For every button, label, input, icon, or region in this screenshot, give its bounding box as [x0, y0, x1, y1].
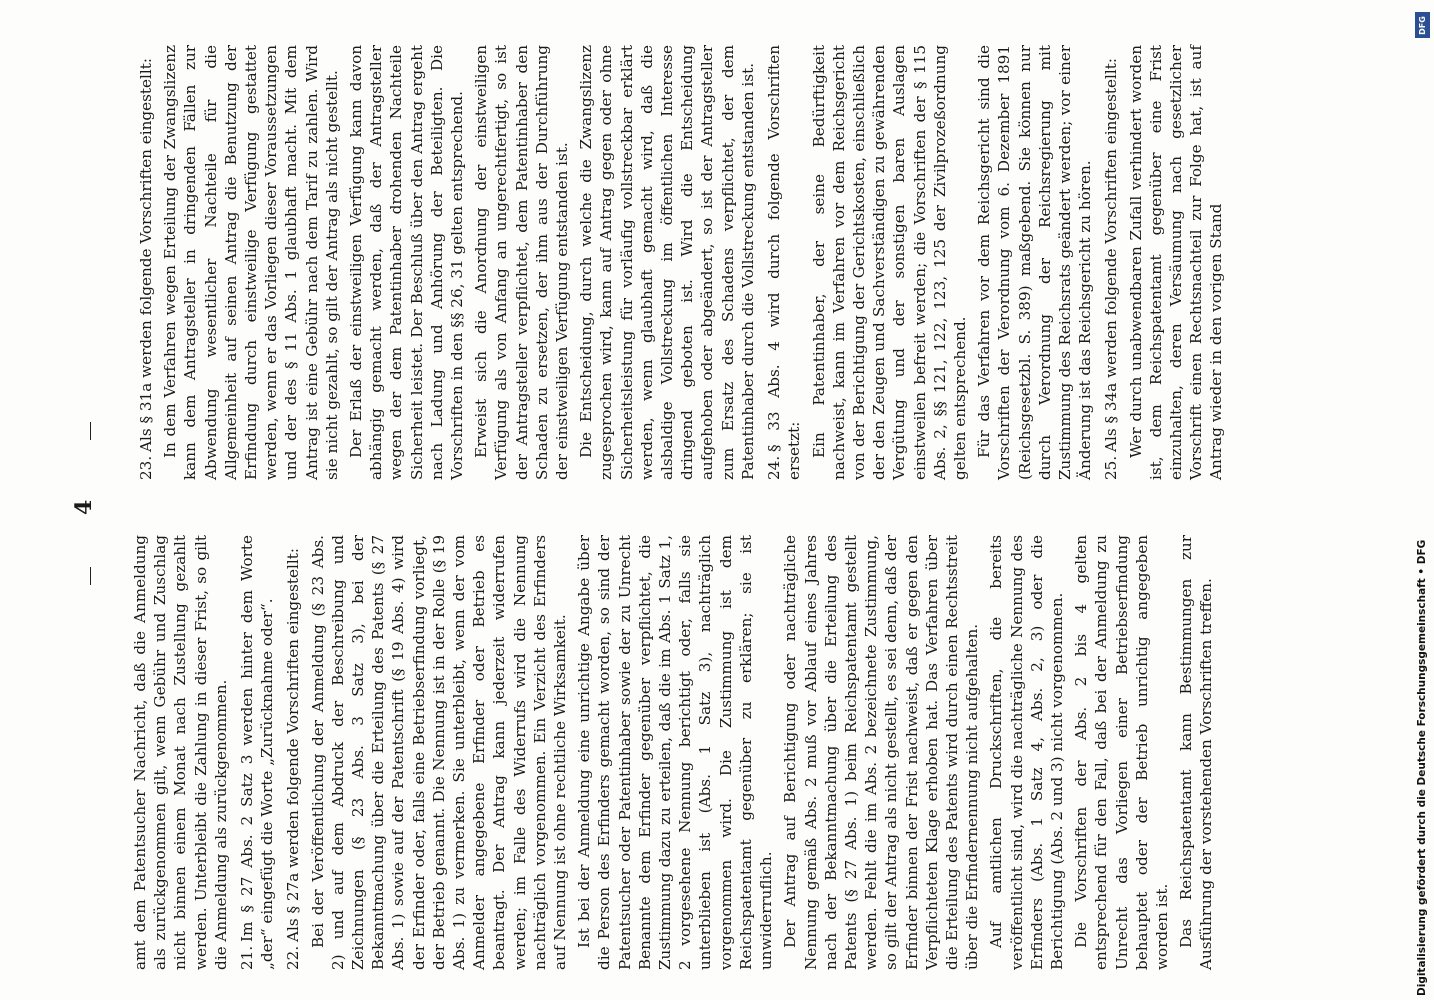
list-item-25 [1101, 45, 1121, 480]
item-text: Als § 31a werden folgende Vorschriften eingestellt: [137, 58, 155, 452]
paragraph: Ein Patentinhaber, der seine Bedürftigkeit nachweist, kann im Verfahren vor dem Reichsgericht von der Berichtigung der Gerichtskosten, einschließlich der den Zeugen und Sachverständigen zu gewährenden Vergütung und der sonstigen baren Auslagen einstweilen befreit werden; die Vorschriften der § 115 Abs. 2, §§ 121, 122, 123, 125 der Zivilprozeßordnung gelten entsprechend. [809, 45, 969, 480]
list-item-23 [136, 45, 156, 480]
header-dash-left [90, 567, 91, 585]
paragraph: Das Reichspatentamt kann Bestimmungen zur Ausführung der vorstehenden Vorschriften treffen. [1177, 535, 1216, 970]
paragraph: Ist bei der Anmeldung eine unrichtige Angabe über die Person des Erfinders gemacht worden, so sind der Patentsucher oder Patentinhaber sowie der zu Unrecht Benannte dem Erfinder gegenüber verpflichtet, die Zustimmung dazu zu erteilen, daß die im Abs. 1 Satz 1, 2 vorgesehene Nennung berichtigt oder, falls sie unterblieben ist (Abs. 1 Satz 3), nachträglich vorgenommen wird. Die Zustimmung ist dem Reichspatentamt gegenüber zu erklären; sie ist unwiderruflich. [575, 535, 776, 970]
item-text: Im § 27 Abs. 2 Satz 3 werden hinter dem Worte „der“ eingefügt die Worte „Zurücknahme oder“. [238, 535, 277, 970]
paragraph: Die Vorschriften der Abs. 2 bis 4 gelten entsprechend für den Fall, daß bei der Anmeldung zu Unrecht das Vorliegen einer Betriebserfindung behauptet oder der Betrieb unrichtig angegeben worden ist. [1072, 535, 1171, 970]
item-text: Als § 34a werden folgende Vorschriften eingestellt: [1102, 58, 1121, 452]
list-item-22 [283, 535, 303, 970]
digitization-credit-text: Digitalisierung gefördert durch die Deutsche Forschungsgemeinschaft • DFG [1416, 539, 1428, 996]
item-number: 25. [1102, 455, 1121, 480]
paragraph: Erweist sich die Anordnung der einstweiligen Verfügung als von Anfang an ungerechtfertigt, so ist der Antragsteller verpflichtet, dem Patentinhaber den Schaden zu ersetzen, der ihm aus der Durchführung der einstweiligen Verfügung entstanden ist. [472, 45, 572, 480]
page-number: 4 [71, 499, 97, 515]
item-text: § 33 Abs. 4 wird durch folgende Vorschriften ersetzt: [765, 45, 804, 480]
item-number: 23. [137, 455, 155, 480]
paragraph: Der Antrag auf Berichtigung oder nachträgliche Nennung gemäß Abs. 2 muß vor Ablauf eines Jahres nach der Bekanntmachung über die Erteilung des Patents (§ 27 Abs. 1) beim Reichspatentamt gestellt werden. Fehlt die im Abs. 2 bezeichnete Zustimmung, so gilt der Antrag als nicht gestellt, es sei denn, daß der Erfinder binnen der Frist nachweist, daß er gegen den Verpflichteten Klage erhoben hat. Das Verfahren über die Erteilung des Patents wird durch einen Rechtsstreit über die Erfindernennung nicht aufgehalten. [781, 535, 982, 970]
item-number: 21. [238, 945, 257, 970]
item-number: 24. [765, 455, 784, 480]
dfg-logo-text: DFG [1418, 15, 1428, 35]
paragraph: Bei der Veröffentlichung der Anmeldung (§ 23 Abs. 2) und auf dem Abdruck der Beschreibung und Zeichnungen (§ 23 Abs. 3 Satz 3), bei der Bekanntmachung über die Erteilung des Patents (§ 27 Abs. 1) sowie auf der Patentschrift (§ 19 Abs. 4) wird der Erfinder oder, falls eine Betriebserfindung vorliegt, der Betrieb genannt. Die Nennung ist in der Rolle (§ 19 Abs. 1) zu vermerken. Sie unterbleibt, wenn der vom Anmelder angegebene Erfinder oder Betrieb es beantragt. Der Antrag kann jederzeit widerrufen werden; im Falle des Widerrufs wird die Nennung nachträglich vorgenommen. Ein Verzicht des Erfinders auf Nennung ist ohne rechtliche Wirksamkeit. [308, 535, 570, 970]
left-column [130, 535, 1221, 970]
page-header [71, 0, 110, 1000]
rotated-document-page [60, 0, 1370, 1000]
list-item-24 [764, 45, 804, 480]
paragraph: In dem Verfahren wegen Erteilung der Zwangslizenz kann dem Antragsteller in dringenden Fällen zur Abwendung wesentlicher Nachteile für die Allgemeinheit auf seinen Antrag die Benutzung der Erfindung durch einstweilige Verfügung gestattet werden, wenn er das Vorliegen dieser Voraussetzungen und der des § 11 Abs. 1 glaubhaft macht. Mit dem Antrag ist eine Gebühr nach dem Tarif zu zahlen. Wird sie nicht gezahlt, so gilt der Antrag als nicht gestellt. [161, 45, 341, 480]
paragraph: Wer durch unabwendbaren Zufall verhindert worden ist, dem Reichspatentamt gegenüber eine Frist einzuhalten, deren Versäumung nach gesetzlicher Vorschrift einen Rechtsnachteil zur Folge hat, ist auf Antrag wieder in den vorigen Stand [1126, 45, 1226, 480]
paragraph: Die Entscheidung, durch welche die Zwangslizenz zugesprochen wird, kann auf Antrag gegen oder ohne Sicherheitsleistung für vorläufig vollstreckbar erklärt werden, wenn glaubhaft gemacht wird, daß die alsbaldige Vollstreckung im öffentlichen Interesse dringend geboten ist. Wird die Entscheidung aufgehoben oder abgeändert, so ist der Antragsteller zum Ersatz des Schadens verpflichtet, der dem Patentinhaber durch die Vollstreckung entstanden ist. [577, 45, 757, 480]
paragraph: Auf amtlichen Druckschriften, die bereits veröffentlicht sind, wird die nachträgliche Nennung des Erfinders (Abs. 1 Satz 4, Abs. 2, 3) oder die Berichtigung (Abs. 2 und 3) nicht vorgenommen. [987, 535, 1066, 970]
header-dash-right [90, 422, 91, 440]
list-item-21 [237, 535, 277, 970]
right-column [130, 45, 1231, 480]
item-number: 22. [284, 945, 303, 970]
paragraph: Für das Verfahren vor dem Reichsgericht sind die Vorschriften der Verordnung vom 6. Dezember 1891 (Reichsgesetzbl. S. 389) maßgebend. Sie können nur durch Verordnung der Reichsregierung mit Zustimmung des Reichsrats geändert werden; vor einer Änderung ist das Reichsgericht zu hören. [975, 45, 1095, 480]
paragraph: Der Erlaß der einstweiligen Verfügung kann davon abhängig gemacht werden, daß der Antragsteller wegen der dem Patentinhaber drohenden Nachteile Sicherheit leistet. Der Beschluß über den Antrag ergeht nach Ladung und Anhörung der Beteiligten. Die Vorschriften in den §§ 26, 31 gelten entsprechend. [347, 45, 467, 480]
paragraph: amt dem Patentsucher Nachricht, daß die Anmeldung als zurückgenommen gilt, wenn Gebühr und Zuschlag nicht binnen einem Monat nach Zustellung gezahlt werden. Unterbleibt die Zahlung in dieser Frist, so gilt die Anmeldung als zurückgenommen. [131, 535, 230, 970]
digitization-credit-sidebar [1414, 6, 1432, 996]
item-text: Als § 27a werden folgende Vorschriften eingestellt: [284, 548, 303, 942]
